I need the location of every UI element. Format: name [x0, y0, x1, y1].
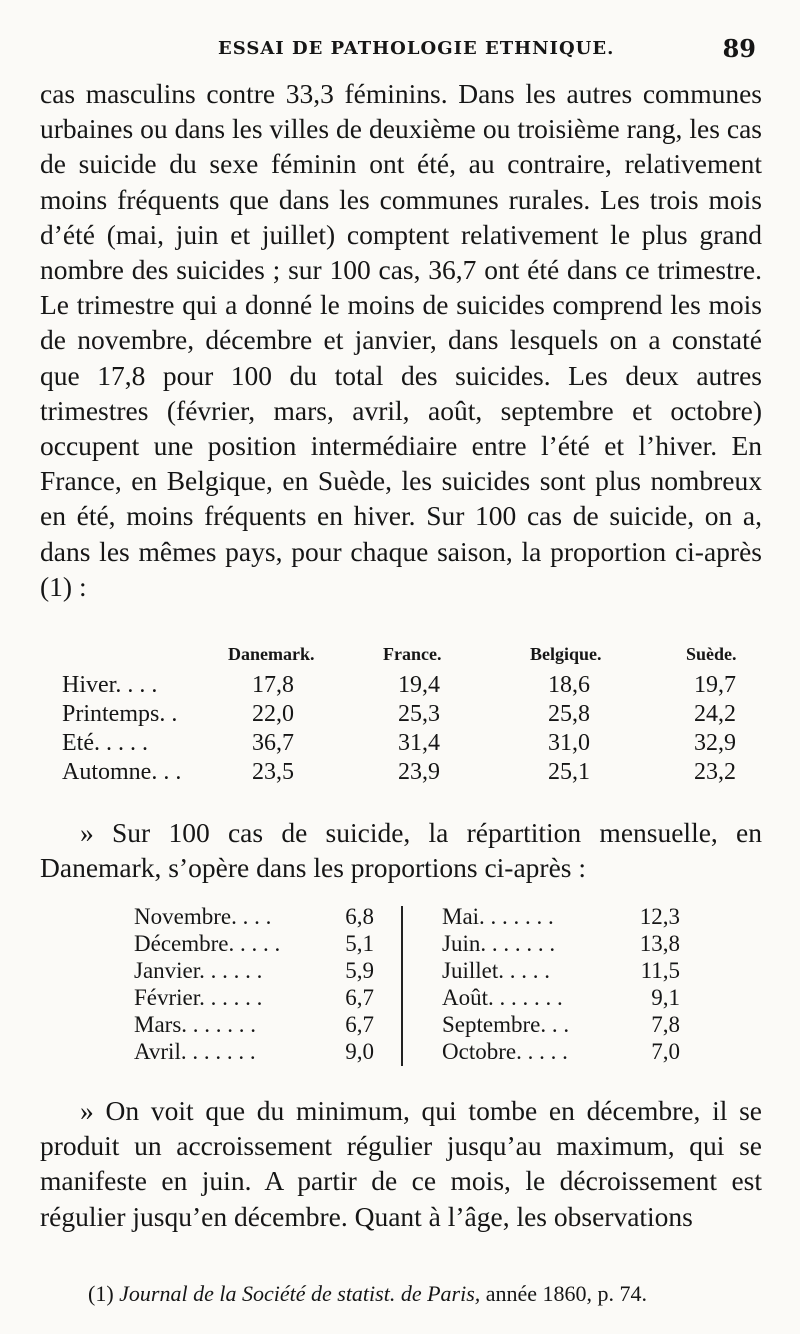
table-cell: 19,4 [398, 672, 440, 698]
month-value: 5,1 [345, 931, 374, 956]
month-label: Janvier. . . . . . [134, 958, 263, 983]
month-value: 7,0 [651, 1039, 680, 1064]
month-label: Novembre. . . . [134, 904, 272, 929]
table-row [0, 759, 800, 789]
list-item [134, 931, 374, 959]
list-item [442, 1039, 680, 1067]
row-label: Automne. . . [62, 759, 182, 785]
month-value: 6,8 [345, 904, 374, 929]
row-label: Eté. . . . . [62, 730, 148, 756]
month-label: Février. . . . . . [134, 985, 263, 1010]
list-item [442, 1012, 680, 1040]
month-value: 6,7 [345, 985, 374, 1010]
row-label: Hiver. . . . [62, 672, 158, 698]
list-item [134, 1039, 374, 1067]
month-label: Septembre. . . [442, 1012, 570, 1037]
table-cell: 25,1 [548, 759, 590, 785]
table-cell: 25,8 [548, 701, 590, 727]
list-item [442, 985, 680, 1013]
month-value: 9,0 [345, 1039, 374, 1064]
month-value: 7,8 [651, 1012, 680, 1037]
footnote [88, 1281, 768, 1307]
list-item [442, 931, 680, 959]
list-item [134, 904, 374, 932]
table-cell: 23,5 [252, 759, 294, 785]
table-divider [401, 906, 403, 1066]
column-header-france: France. [383, 644, 442, 664]
column-header-suede: Suède. [686, 644, 737, 664]
month-label: Juillet. . . . . [442, 958, 550, 983]
list-item [134, 985, 374, 1013]
row-label: Printemps. . [62, 701, 178, 727]
month-label: Mai. . . . . . . [442, 904, 554, 929]
month-label: Mars. . . . . . . [134, 1012, 257, 1037]
table-cell: 36,7 [252, 730, 294, 756]
table-row [0, 672, 800, 702]
month-value: 13,8 [639, 931, 680, 956]
month-label: Juin. . . . . . . [442, 931, 556, 956]
month-value: 6,7 [345, 1012, 374, 1037]
page-number: 89 [722, 34, 756, 63]
list-item [442, 904, 680, 932]
table-row [0, 730, 800, 760]
footnote-marker: (1) [88, 1281, 114, 1306]
table-cell: 25,3 [398, 701, 440, 727]
table-cell: 31,0 [548, 730, 590, 756]
list-item [442, 958, 680, 986]
table-cell: 22,0 [252, 701, 294, 727]
paragraph-conclusion: » On voit que du minimum, qui tombe en décembre, il se produit un accroissement régulier jusqu’au maximum, qui se manifeste en juin. A partir de ce mois, le décroissement est régulier jusqu’en décembre. Quant à l’âge, les observations [40, 1095, 762, 1232]
table-cell: 31,4 [398, 730, 440, 756]
month-label: Décembre. . . . . [134, 931, 281, 956]
footnote-detail: année 1860, p. 74. [485, 1281, 648, 1306]
month-label: Octobre. . . . . [442, 1039, 568, 1064]
footnote-source: Journal de la Société de statist. de Paris, [119, 1281, 481, 1306]
page-header [40, 34, 756, 68]
table-cell: 17,8 [252, 672, 294, 698]
month-value: 9,1 [651, 985, 680, 1010]
month-value: 12,3 [639, 904, 680, 929]
season-table-header [0, 644, 800, 670]
column-header-danemark: Danemark. [228, 644, 315, 664]
paragraph-monthly: » Sur 100 cas de suicide, la répartition mensuelle, en Danemark, s’opère dans les proportions ci-après : [40, 817, 762, 884]
table-cell: 19,7 [694, 672, 736, 698]
table-cell: 23,9 [398, 759, 440, 785]
table-cell: 24,2 [694, 701, 736, 727]
running-title: ESSAI DE PATHOLOGIE ETHNIQUE. [218, 38, 615, 59]
month-label: Avril. . . . . . . [134, 1039, 256, 1064]
table-cell: 23,2 [694, 759, 736, 785]
month-label: Août. . . . . . . [442, 985, 563, 1010]
table-cell: 32,9 [694, 730, 736, 756]
month-value: 11,5 [640, 958, 680, 983]
table-row [0, 701, 800, 731]
column-header-belgique: Belgique. [530, 644, 602, 664]
paragraph-seasons: cas masculins contre 33,3 féminins. Dans les autres communes urbaines ou dans les villes de deuxième ou troisième rang, les cas de suicide du sexe féminin ont été, au contraire, relativement moins fréquents que dans les communes rurales. Les trois mois d’été (mai, juin et juillet) comptent relativement le plus grand nombre des suicides ; sur 100 cas, 36,7 ont été dans ce trimestre. Le trimestre qui a donné le moins de suicides comprend les mois de novembre, décembre et janvier, dans lesquels on a constaté que 17,8 pour 100 du total des suicides. Les deux autres trimestres (février, mars, avril, août, septembre et octobre) occupent une position intermédiaire entre l’été et l’hiver. En France, en Belgique, en Suède, les suicides sont plus nombreux en été, moins fréquents en hiver. Sur 100 cas de suicide, on a, dans les mêmes pays, pour chaque saison, la proportion ci-après (1) : [40, 78, 762, 602]
table-cell: 18,6 [548, 672, 590, 698]
month-value: 5,9 [345, 958, 374, 983]
list-item [134, 958, 374, 986]
list-item [134, 1012, 374, 1040]
